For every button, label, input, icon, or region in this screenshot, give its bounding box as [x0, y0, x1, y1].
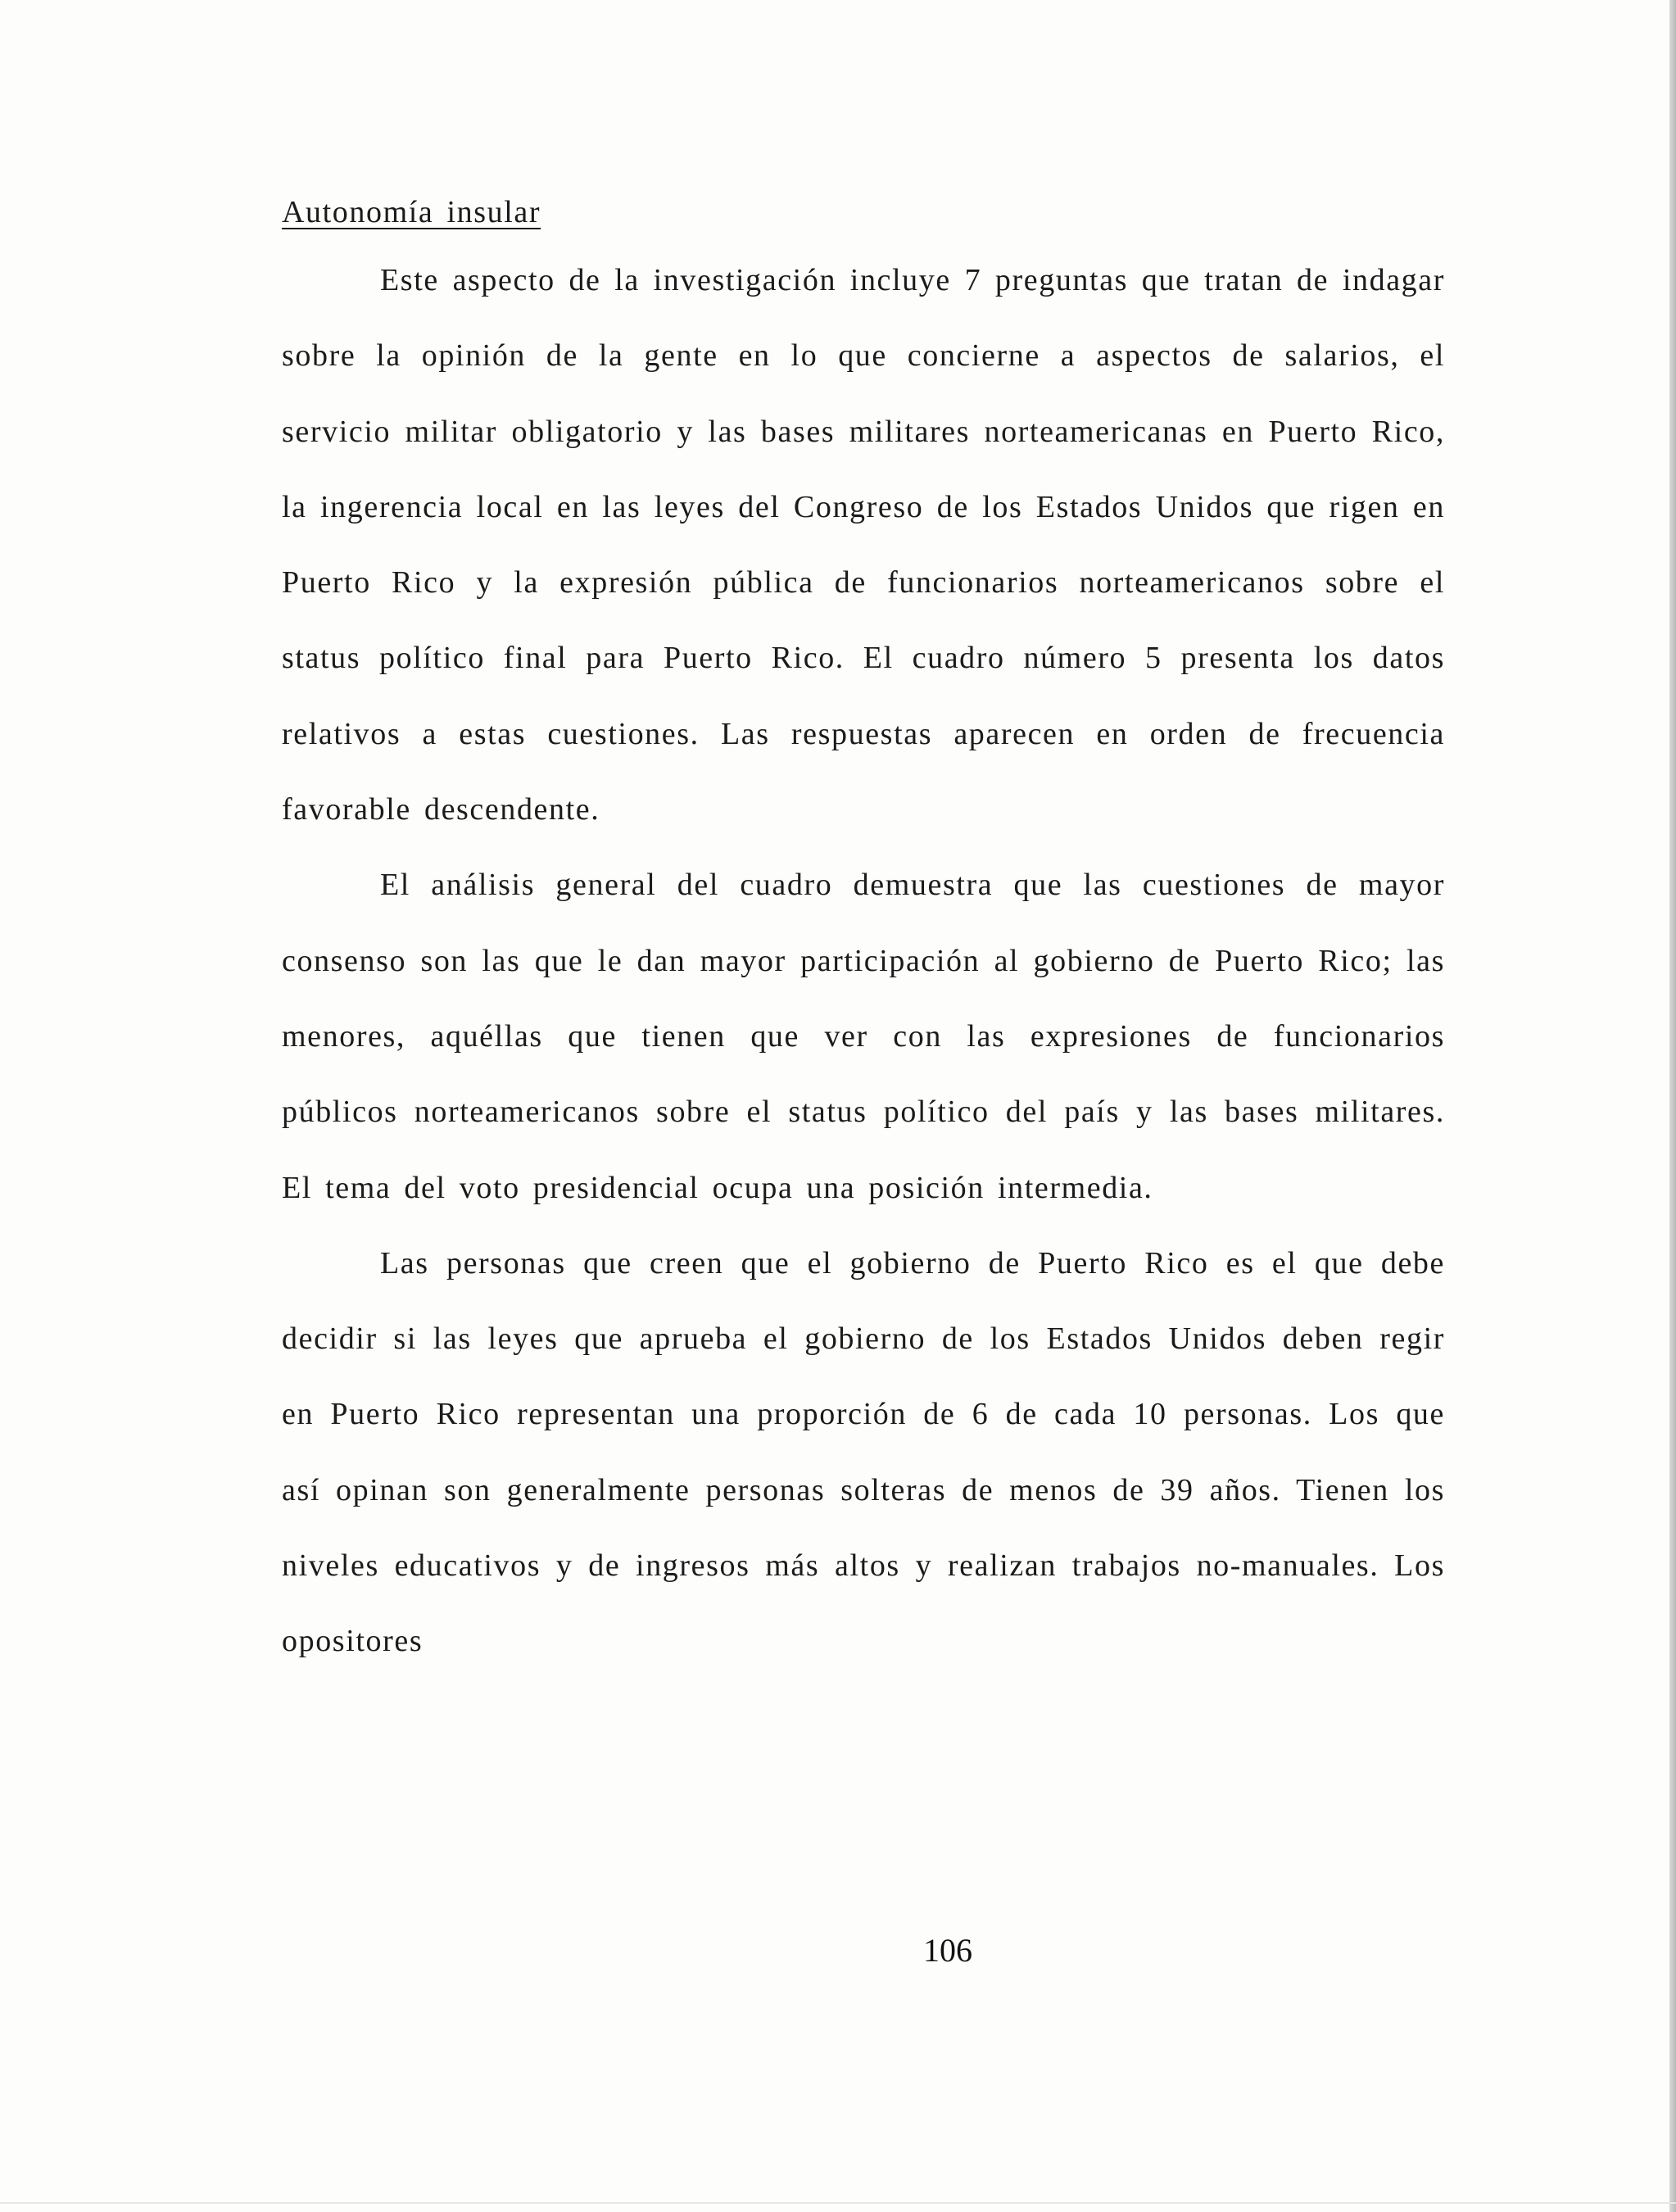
page-body — [282, 187, 1445, 1679]
scan-border — [0, 2202, 1676, 2204]
paragraph-2: El análisis general del cuadro demuestra que las cuestiones de mayor consenso son las que le dan mayor participación al gobierno de Puerto Rico; las menores, aquéllas que tienen que ver con las expresiones de funcionarios públicos norteamericanos sobre el status político del país y las bases militares. El tema del voto presidencial ocupa una posición intermedia. — [282, 868, 1445, 1205]
paragraph-1: Este aspecto de la investigación incluye 7 preguntas que tratan de indagar sobre la opinión de la gente en lo que concierne a aspectos de salarios, el servicio militar obligatorio y las bases militares norteamericanas en Puerto Rico, la ingerencia local en las leyes del Congreso de los Estados Unidos que rigen en Puerto Rico y la expresión pública de funcionarios norteamericanos sobre el status político final para Puerto Rico. El cuadro número 5 presenta los datos relativos a estas cuestiones. Las respuestas aparecen en orden de frecuencia favorable descendente. — [282, 263, 1445, 827]
page-number: 106 — [923, 1932, 972, 1969]
section-heading: Autonomía insular — [282, 195, 541, 229]
page-edge-shadow — [1669, 0, 1676, 2212]
paragraph-3: Las personas que creen que el gobierno de Puerto Rico es el que debe decidir si las leyes que aprueba el gobierno de los Estados Unidos deben regir en Puerto Rico representan una proporción de 6 de cada 10 personas. Los que así opinan son generalmente personas solteras de menos de 39 años. Tienen los niveles educativos y de ingresos más altos y realizan trabajos no-manuales. Los opositores — [282, 1245, 1445, 1659]
